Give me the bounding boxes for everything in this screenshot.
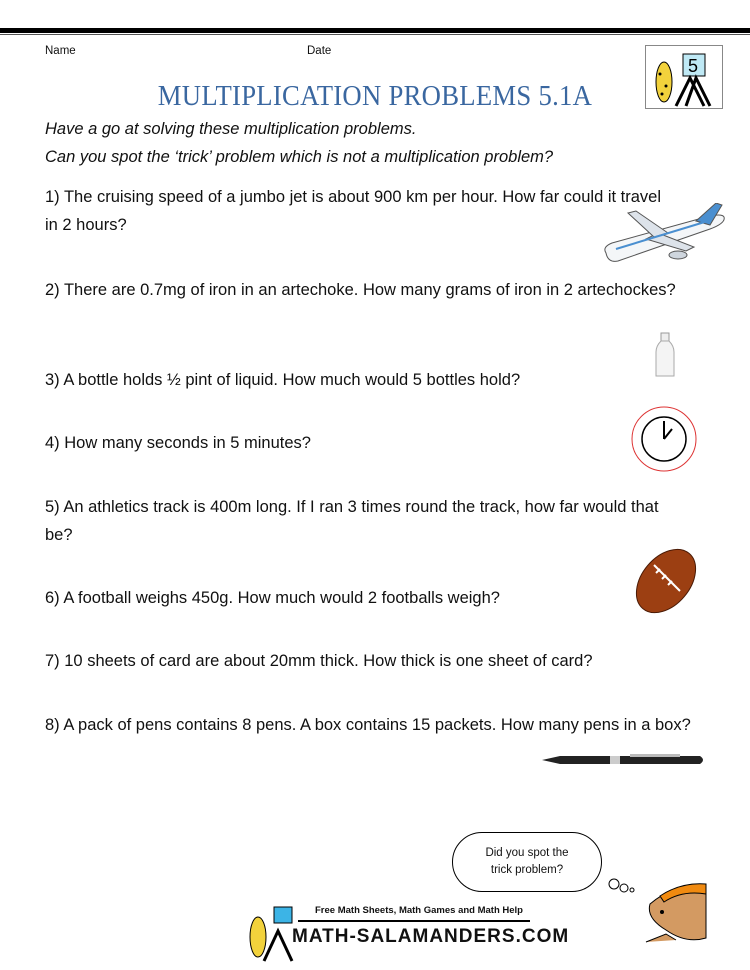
footer-tagline: Free Math Sheets, Math Games and Math Help — [315, 905, 523, 916]
question-8: 8) A pack of pens contains 8 pens. A box contains 15 packets. How many pens in a box? — [45, 716, 691, 734]
thought-bubble-line-2: trick problem? — [490, 864, 564, 876]
date-label: Date — [307, 45, 332, 57]
question-4: 4) How many seconds in 5 minutes? — [45, 434, 311, 452]
header-rule — [0, 28, 750, 33]
page-title: MULTIPLICATION PROBLEMS 5.1A — [157, 80, 593, 112]
thought-bubble-line-1: Did you spot the — [485, 847, 569, 859]
clock-icon — [630, 405, 698, 473]
thought-bubble — [452, 832, 602, 892]
question-3: 3) A bottle holds ½ pint of liquid. How much would 5 bottles hold? — [45, 371, 521, 389]
airplane-icon — [598, 203, 730, 273]
intro-line-2: Can you spot the ‘trick’ problem which is not a multiplication problem? — [45, 148, 554, 166]
bottle-icon — [654, 332, 676, 378]
intro-line-1: Have a go at solving these multiplication problems. — [45, 120, 417, 138]
header-rule-thin — [0, 34, 750, 35]
question-2: 2) There are 0.7mg of iron in an artechoke. How many grams of iron in 2 artechockes? — [45, 281, 676, 299]
logo-number: 5 — [688, 56, 699, 76]
question-7: 7) 10 sheets of card are about 20mm thick. How thick is one sheet of card? — [45, 652, 593, 670]
footer-logo-icon — [244, 905, 296, 963]
footer-divider — [298, 920, 530, 922]
footer-site-link[interactable]: MATH-SALAMANDERS.COM — [292, 926, 570, 947]
football-icon — [632, 545, 700, 617]
name-label: Name — [45, 45, 76, 57]
salamander-icon — [606, 878, 750, 970]
question-6: 6) A football weighs 450g. How much would 2 footballs weigh? — [45, 589, 500, 607]
question-1: 1) The cruising speed of a jumbo jet is about 900 km per hour. How far could it travel in 2 hours? — [45, 188, 662, 234]
pen-icon — [540, 752, 708, 768]
question-5: 5) An athletics track is 400m long. If I ran 3 times round the track, how far would that be? — [45, 498, 659, 544]
